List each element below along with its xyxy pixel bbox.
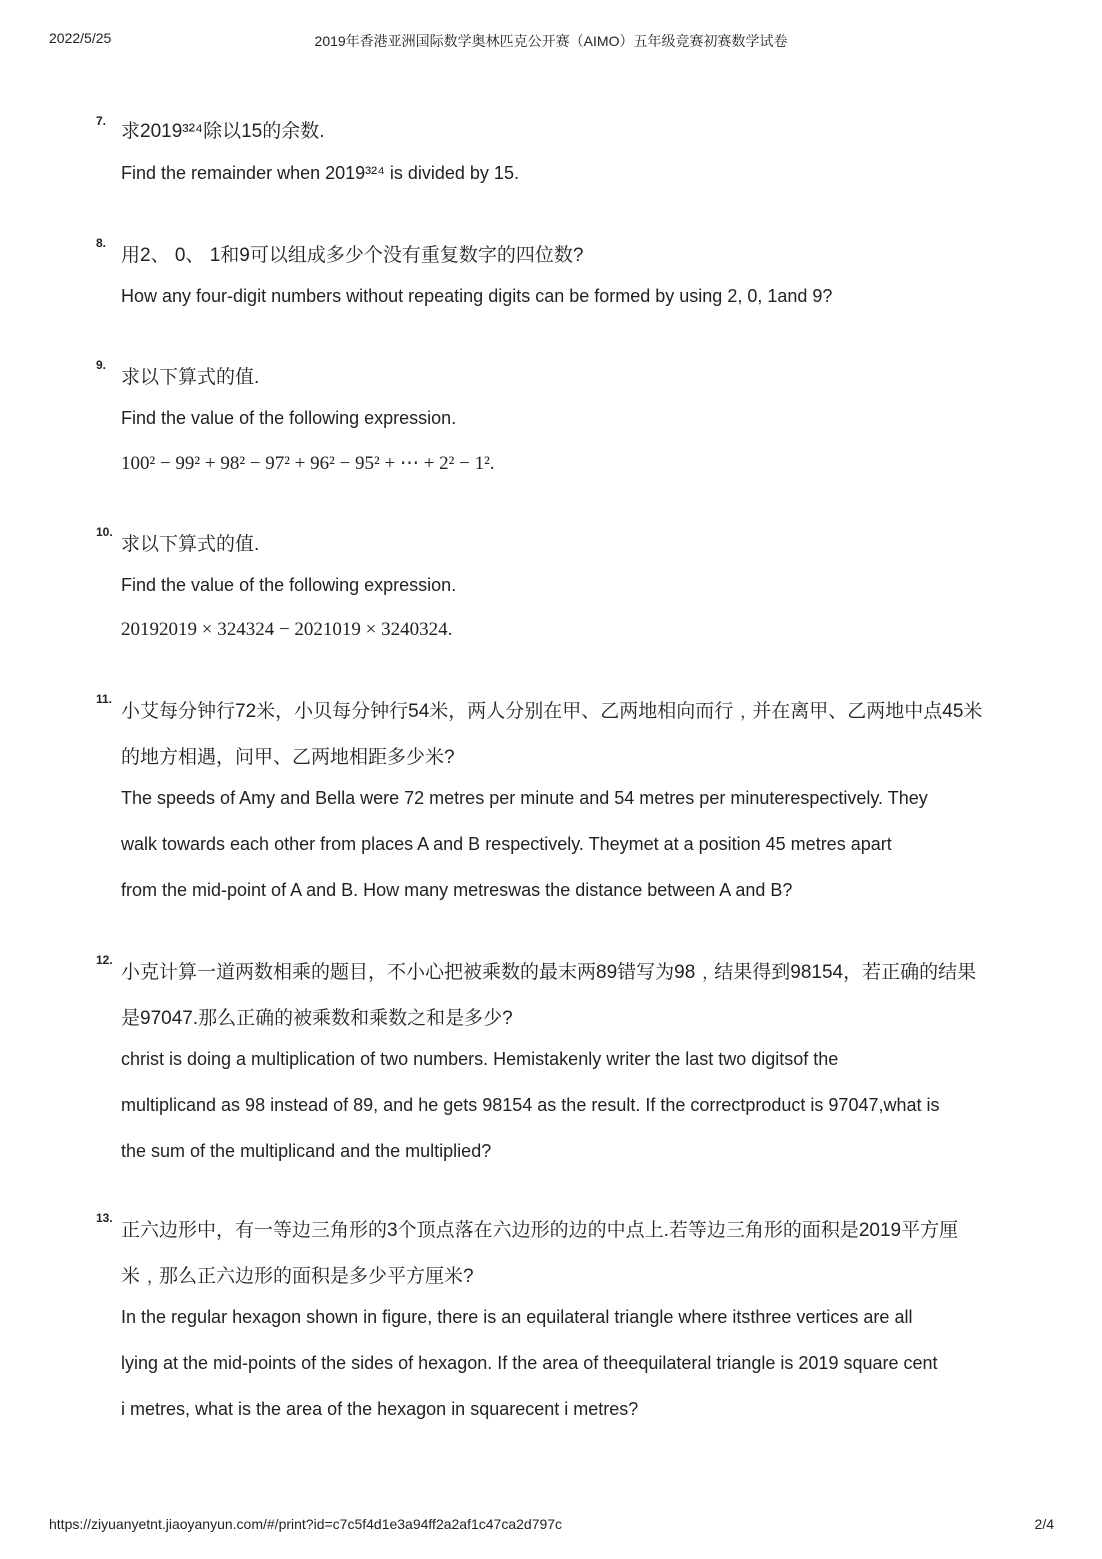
problem-text-en: walk towards each other from places A and B respectively. Theymet at a position 45 metres apart <box>121 834 892 854</box>
problem-number: 10. <box>96 525 113 539</box>
problem-text-en: How any four-digit numbers without repeating digits can be formed by using 2, 0, 1and 9? <box>121 286 833 306</box>
problem-expression: 20192019 × 324324 − 2021019 × 3240324. <box>121 619 453 640</box>
footer-url[interactable]: https://ziyuanyetnt.jiaoyanyun.com/#/print?id=c7c5f4d1e3a94ff2a2af1c47ca2d797c <box>49 1516 563 1532</box>
problem-text-en: lying at the mid-points of the sides of hexagon. If the area of theequilateral triangle is 2019 square cent <box>121 1353 938 1373</box>
problem-text-zh: 用2、 0、 1和9可以组成多少个没有重复数字的四位数? <box>121 245 584 266</box>
problem-number: 9. <box>96 358 107 372</box>
problem-text-en: i metres, what is the area of the hexagon in squarecent i metres? <box>121 1399 639 1419</box>
header-date: 2022/5/25 <box>49 30 112 46</box>
problem-text-en: the sum of the multiplicand and the multiplied? <box>121 1141 492 1161</box>
problem-text-en: from the mid-point of A and B. How many metreswas the distance between A and B? <box>121 880 793 900</box>
problem-number: 12. <box>96 953 113 967</box>
problem-text-zh: 正六边形中，有一等边三角形的3个顶点落在六边形的边的中点上.若等边三角形的面积是2019平方厘 <box>121 1220 959 1241</box>
problem-text-zh: 的地方相遇，问甲、乙两地相距多少米? <box>121 747 455 768</box>
problem-text-en: multiplicand as 98 instead of 89, and he gets 98154 as the result. If the correctproduct is 97047,what is <box>121 1095 940 1115</box>
footer-page-number: 2/4 <box>1034 1516 1054 1532</box>
problem-text-zh: 求以下算式的值. <box>121 367 260 388</box>
problem-text-en: Find the value of the following expression. <box>121 575 457 595</box>
problem-text-en: christ is doing a multiplication of two numbers. Hemistakenly writer the last two digitsof the <box>121 1049 839 1069</box>
problem-text-en: Find the remainder when 2019³²⁴ is divided by 15. <box>121 163 519 183</box>
problem-number: 8. <box>96 236 107 250</box>
problem-text-zh: 小克计算一道两数相乘的题目，不小心把被乘数的最末两89错写为98﹐结果得到98154，若正确的结果 <box>121 962 977 983</box>
problem-text-en: Find the value of the following expression. <box>121 408 457 428</box>
problem-number: 7. <box>96 114 107 128</box>
problem-text-zh: 求2019³²⁴除以15的余数. <box>121 121 325 142</box>
problem-text-en: The speeds of Amy and Bella were 72 metres per minute and 54 metres per minuterespectively. They <box>121 788 928 808</box>
problem-text-en: In the regular hexagon shown in figure, there is an equilateral triangle where itsthree vertices are all <box>121 1307 913 1327</box>
problem-text-zh: 米﹐那么正六边形的面积是多少平方厘米? <box>121 1266 474 1287</box>
problem-text-zh: 小艾每分钟行72米，小贝每分钟行54米，两人分别在甲、乙两地相向而行﹐并在离甲、乙两地中点45米 <box>121 701 983 722</box>
problem-number: 11. <box>96 692 113 706</box>
problem-text-zh: 求以下算式的值. <box>121 534 260 555</box>
problem-expression: 100² − 99² + 98² − 97² + 96² − 95² + ⋯ + 2² − 1². <box>121 453 495 474</box>
problem-text-zh: 是97047.那么正确的被乘数和乘数之和是多少? <box>121 1008 513 1029</box>
problem-number: 13. <box>96 1211 113 1225</box>
header-title: 2019年香港亚洲国际数学奥林匹克公开赛（AIMO）五年级竞赛初赛数学试卷 <box>314 33 788 49</box>
